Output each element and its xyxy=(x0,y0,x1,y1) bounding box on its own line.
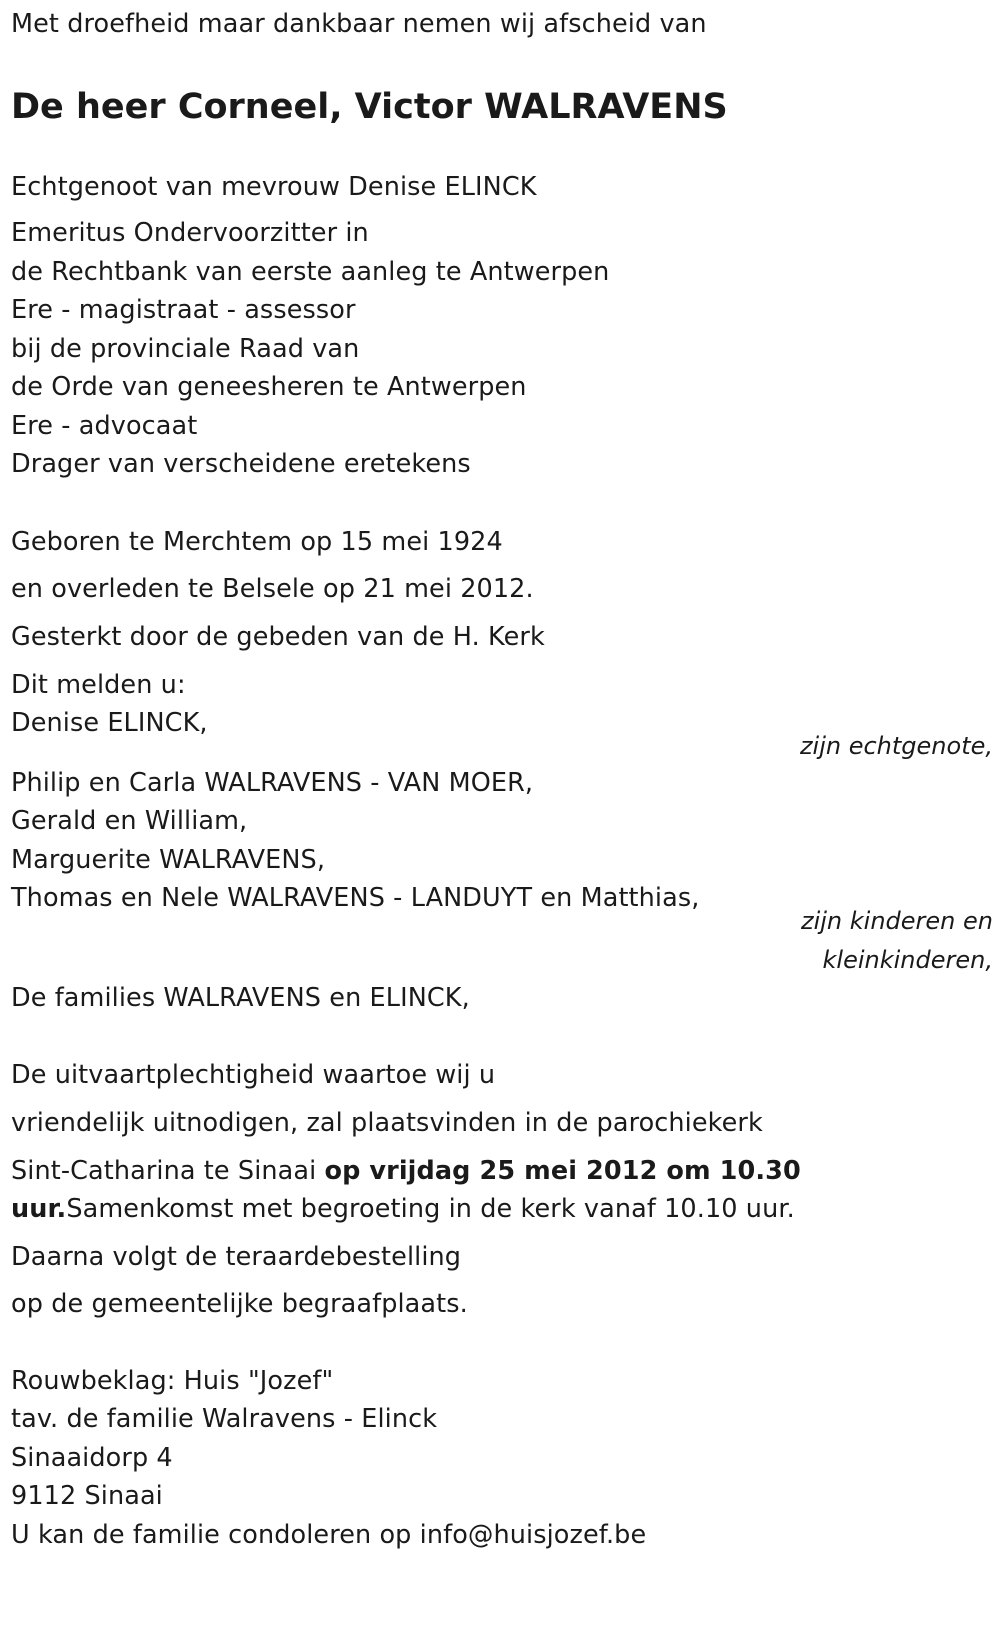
children-role: zijn kinderen en xyxy=(801,907,993,935)
funeral-line: De uitvaartplechtigheid waartoe wij u xyxy=(11,1060,496,1090)
intro-line: Met droefheid maar dankbaar nemen wij afscheid van xyxy=(11,9,707,39)
children-role: kleinkinderen, xyxy=(822,946,993,974)
announce-line: Dit melden u: xyxy=(11,670,186,700)
title-line: Drager van verscheidene eretekens xyxy=(11,449,471,479)
spouse-line: Echtgenoot van mevrouw Denise ELINCK xyxy=(11,172,537,202)
gathering-line: Samenkomst met begroeting in de kerk vanaf 10.10 uur. xyxy=(66,1194,795,1224)
funeral-line xyxy=(11,1156,801,1186)
address-line: 9112 Sinaai xyxy=(11,1481,163,1511)
child-line: Philip en Carla WALRAVENS - VAN MOER, xyxy=(11,768,534,798)
title-line: bij de provinciale Raad van xyxy=(11,334,360,364)
child-line: Gerald en William, xyxy=(11,806,248,836)
funeral-date: op vrijdag 25 mei 2012 om 10.30 xyxy=(324,1156,801,1186)
birth-line: Geboren te Merchtem op 15 mei 1924 xyxy=(11,527,503,557)
title-line: de Rechtbank van eerste aanleg te Antwerpen xyxy=(11,257,610,287)
spouse-role: zijn echtgenote, xyxy=(799,732,993,760)
address-line: tav. de familie Walravens - Elinck xyxy=(11,1404,438,1434)
title-line: de Orde van geneesheren te Antwerpen xyxy=(11,372,527,402)
spouse-name: Denise ELINCK, xyxy=(11,708,208,738)
funeral-line: vriendelijk uitnodigen, zal plaatsvinden in de parochiekerk xyxy=(11,1108,763,1138)
families-line: De families WALRAVENS en ELINCK, xyxy=(11,983,470,1013)
funeral-time-suffix: uur. xyxy=(11,1194,67,1224)
title-line: Ere - magistraat - assessor xyxy=(11,295,356,325)
address-line: Rouwbeklag: Huis "Jozef" xyxy=(11,1366,334,1396)
funeral-line xyxy=(11,1194,795,1224)
church-line: Gesterkt door de gebeden van de H. Kerk xyxy=(11,622,545,652)
deceased-name: De heer Corneel, Victor WALRAVENS xyxy=(11,87,728,127)
title-line: Ere - advocaat xyxy=(11,411,198,441)
funeral-place: Sint-Catharina te Sinaai xyxy=(11,1156,325,1186)
funeral-line: op de gemeentelijke begraafplaats. xyxy=(11,1289,468,1319)
child-line: Marguerite WALRAVENS, xyxy=(11,845,326,875)
title-line: Emeritus Ondervoorzitter in xyxy=(11,218,369,248)
condolence-line: U kan de familie condoleren op info@huisjozef.be xyxy=(11,1520,647,1550)
funeral-line: Daarna volgt de teraardebestelling xyxy=(11,1242,462,1272)
death-line: en overleden te Belsele op 21 mei 2012. xyxy=(11,574,534,604)
address-line: Sinaaidorp 4 xyxy=(11,1443,173,1473)
child-line: Thomas en Nele WALRAVENS - LANDUYT en Matthias, xyxy=(11,883,700,913)
